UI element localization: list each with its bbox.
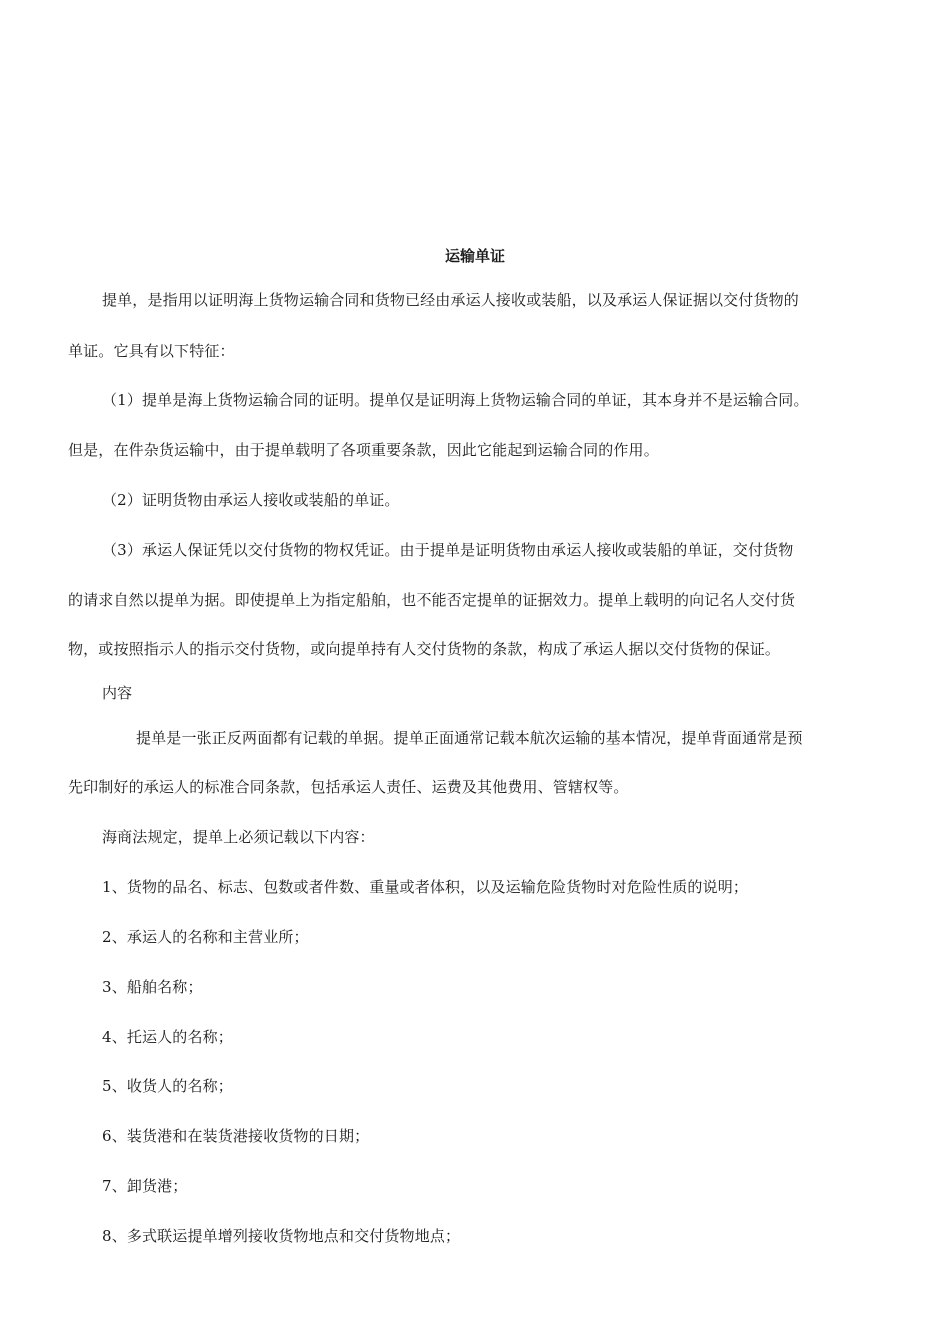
list-item-2: 2、承运人的名称和主营业所；: [102, 928, 309, 946]
list-item-4: 4、托运人的名称；: [102, 1028, 233, 1046]
list-item-8: 8、多式联运提单增列接收货物地点和交付货物地点；: [102, 1227, 461, 1245]
section-heading-content: 内容: [102, 684, 133, 702]
paragraph-line-2: 单证。它具有以下特征：: [68, 342, 235, 360]
paragraph-line-8: 物，或按照指示人的指示交付货物，或向提单持有人交付货物的条款，构成了承运人据以交付货物的保证。: [68, 640, 781, 658]
paragraph-line-1: 提单，是指用以证明海上货物运输合同和货物已经由承运人接收或装船，以及承运人保证据以交付货物的: [102, 291, 799, 309]
list-item-1: 1、货物的品名、标志、包数或者件数、重量或者体积，以及运输危险货物时对危险性质的说明；: [102, 878, 748, 896]
paragraph-line-11: 先印制好的承运人的标准合同条款，包括承运人责任、运费及其他费用、管辖权等。: [68, 778, 629, 796]
paragraph-line-12: 海商法规定，提单上必须记载以下内容：: [102, 828, 375, 846]
paragraph-line-4: 但是，在件杂货运输中，由于提单载明了各项重要条款，因此它能起到运输合同的作用。: [68, 441, 659, 459]
paragraph-line-6: （3）承运人保证凭以交付货物的物权凭证。由于提单是证明货物由承运人接收或装船的单证，交付货物: [102, 541, 794, 559]
list-item-7: 7、卸货港；: [102, 1177, 188, 1195]
paragraph-line-10: 提单是一张正反两面都有记载的单据。提单正面通常记载本航次运输的基本情况，提单背面通常是预: [136, 729, 803, 747]
paragraph-line-3: （1）提单是海上货物运输合同的证明。提单仅是证明海上货物运输合同的单证，其本身并不是运输合同。: [102, 391, 809, 409]
list-item-5: 5、收货人的名称；: [102, 1077, 233, 1095]
paragraph-line-7: 的请求自然以提单为据。即使提单上为指定船舶，也不能否定提单的证据效力。提单上载明的向记名人交付货: [68, 591, 796, 609]
list-item-6: 6、装货港和在装货港接收货物的日期；: [102, 1127, 370, 1145]
list-item-3: 3、船舶名称；: [102, 978, 203, 996]
paragraph-line-5: （2）证明货物由承运人接收或装船的单证。: [102, 491, 400, 509]
document-title: 运输单证: [444, 247, 505, 265]
